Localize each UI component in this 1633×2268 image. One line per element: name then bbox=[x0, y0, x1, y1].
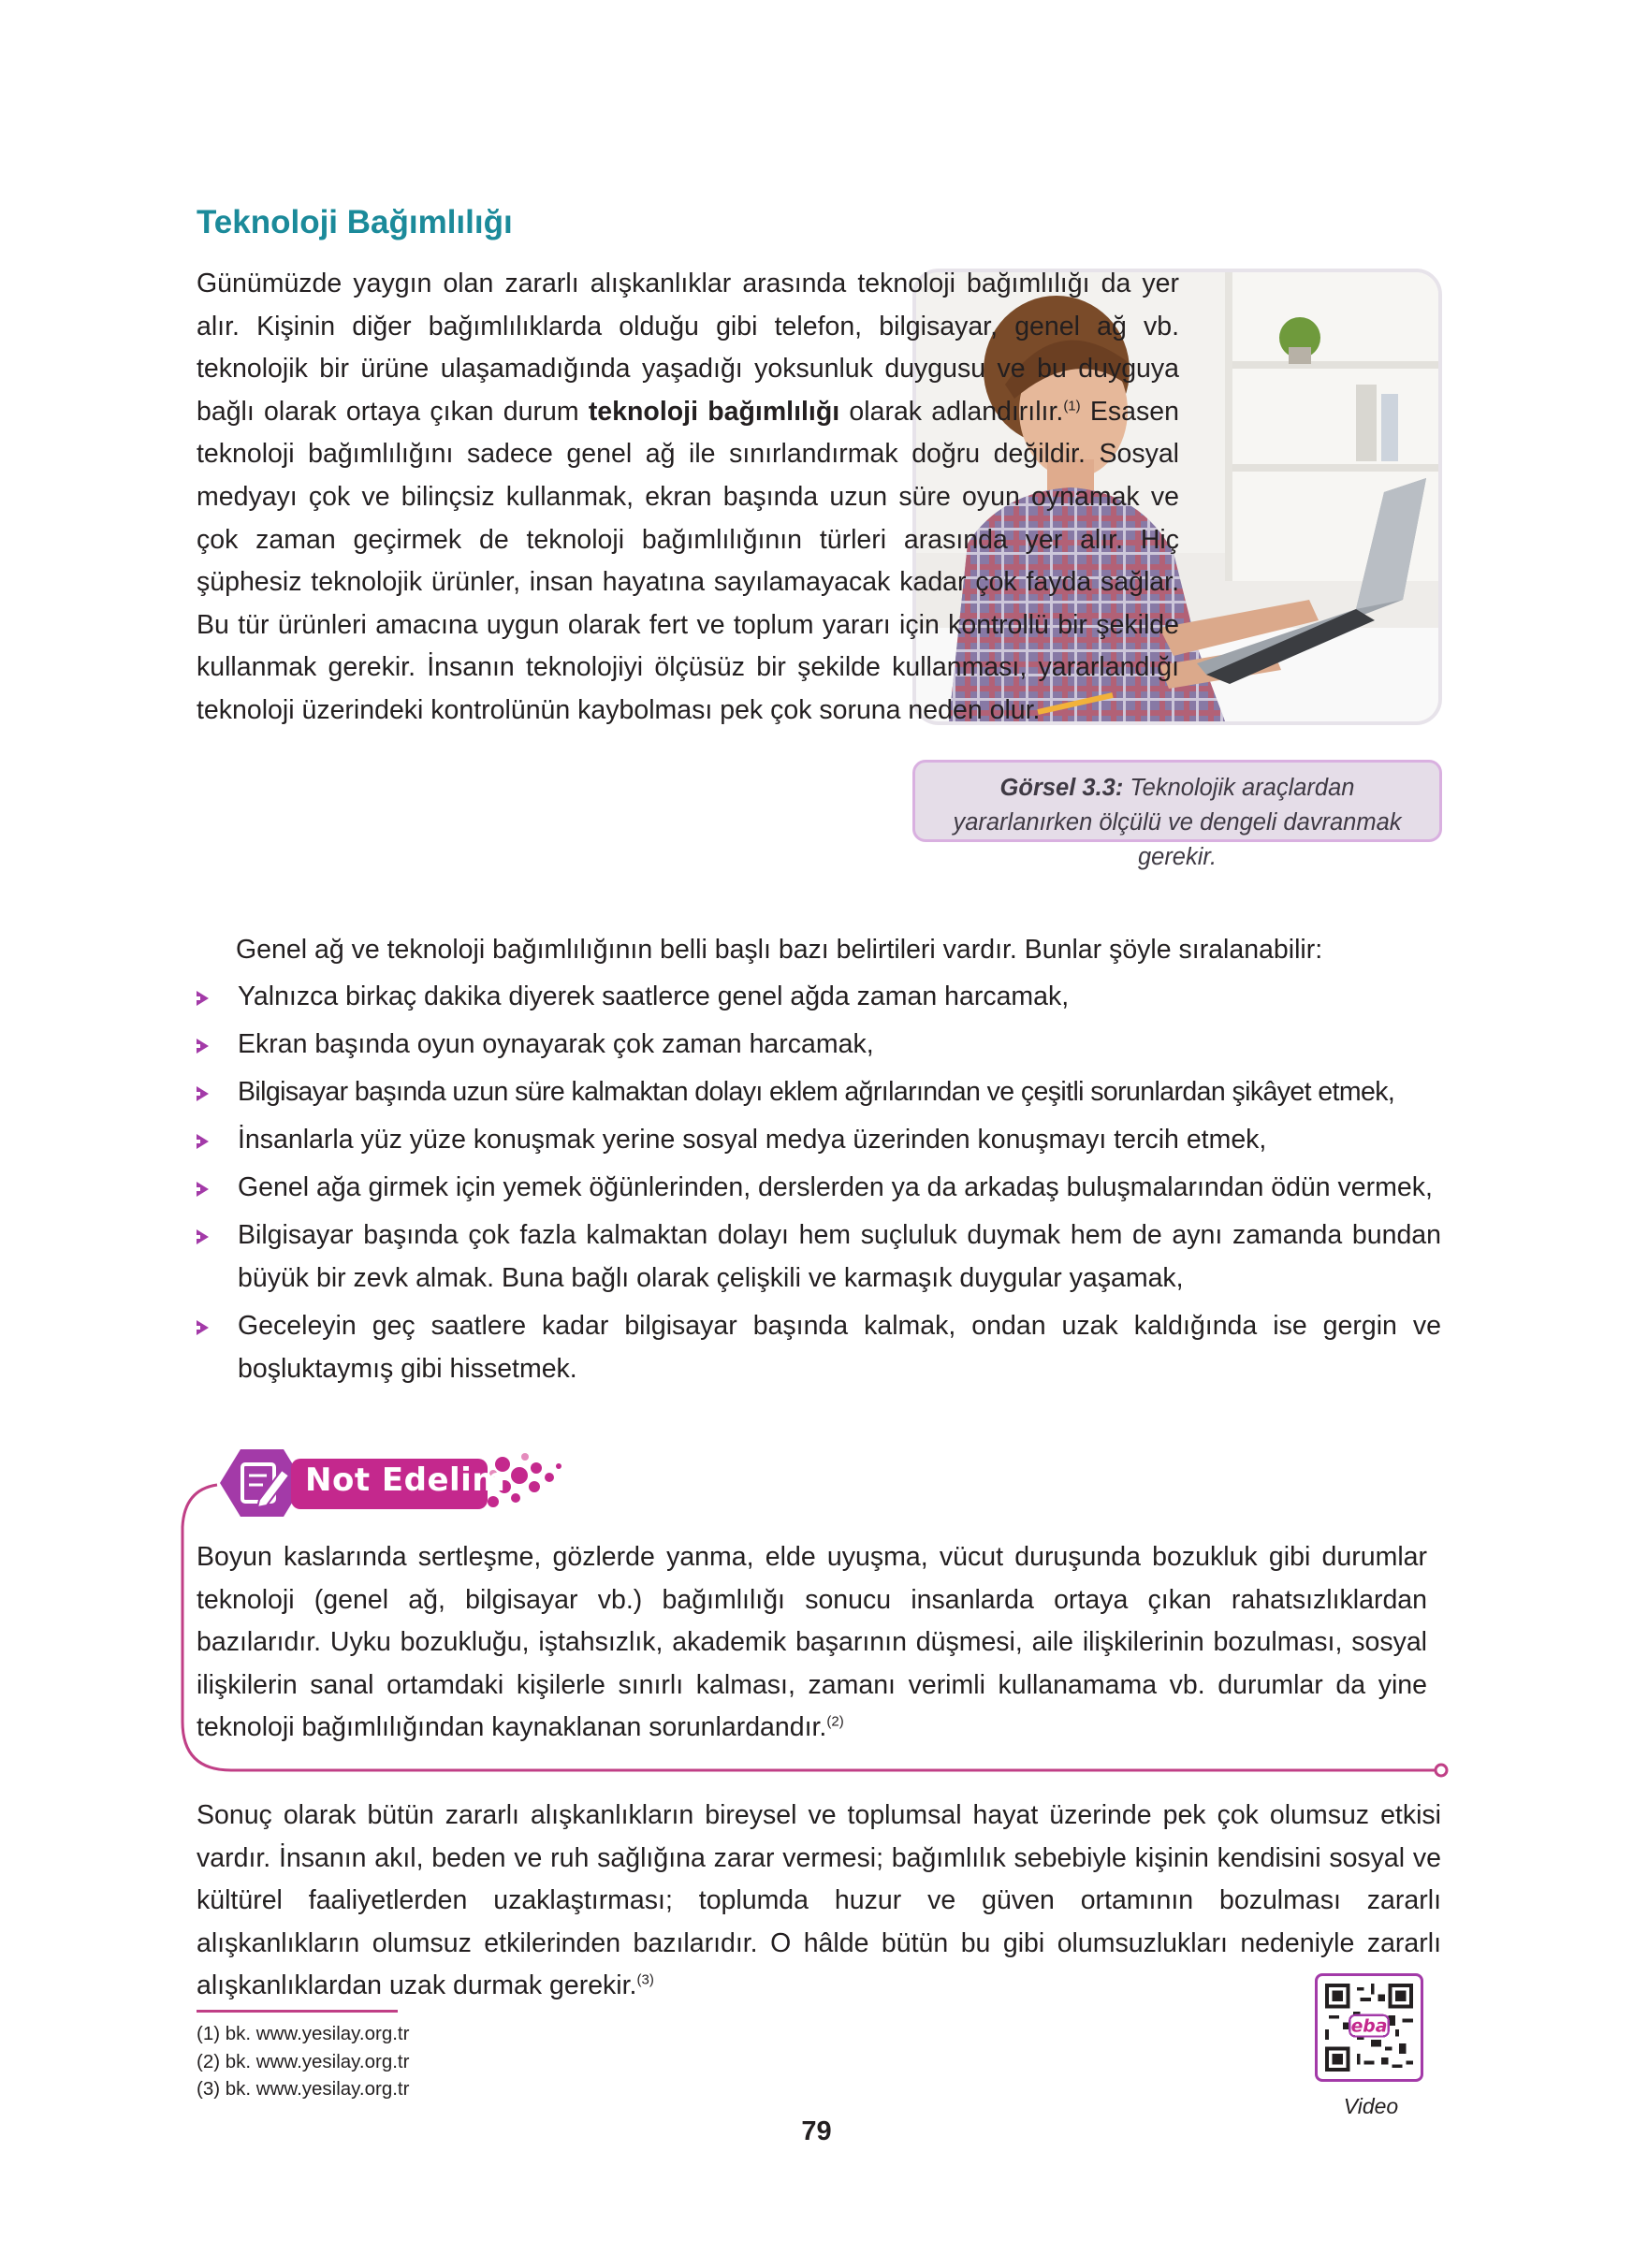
list-item bbox=[197, 1214, 1441, 1300]
footnote-divider bbox=[197, 2010, 398, 2013]
conclusion-body: Sonuç olarak bütün zararlı alışkanlıkların bireysel ve toplumsal hayat üzerinde pek çok olumsuz etkisi vardır. İnsanın akıl, beden ve ruh sağlığına zarar vermesi; bağımlılık sebebiyle kişinin kendisini sosyal ve kültürel faaliyetlerden uzaklaştırması; toplumda huzur ve güven ortamının bozulması zararlı alışkanlıkların olumsuz etkilerinden bazılarıdır. O hâlde bütün bu gibi olumsuzlukları nedeniyle zararlı alışkanlıklardan uzak durmak gerekir. bbox=[197, 1800, 1441, 2001]
qr-caption: Video bbox=[1343, 2094, 1399, 2118]
list-item bbox=[197, 976, 1441, 1019]
symptoms-list bbox=[197, 976, 1441, 1396]
bullet-arrow-icon bbox=[197, 1320, 209, 1335]
bullet-arrow-icon bbox=[197, 1134, 209, 1149]
section-title: Teknoloji Bağımlılığı bbox=[197, 204, 513, 240]
list-item bbox=[197, 1119, 1441, 1162]
footnote-ref-2: (2) bbox=[826, 1713, 844, 1730]
bullet-arrow-icon bbox=[197, 991, 209, 1006]
symptoms-lead: Genel ağ ve teknoloji bağımlılığının belli başlı bazı belirtileri vardır. Bunlar şöyle sıralanabilir: bbox=[236, 935, 1323, 965]
footnote-ref-1: (1) bbox=[1063, 398, 1081, 414]
list-item-text: Bilgisayar başında çok fazla kalmaktan dolayı hem suçluluk duymak hem de aynı zamanda bundan büyük bir zevk almak. Buna bağlı olarak çelişkili ve karmaşık duygular yaşamak, bbox=[238, 1220, 1441, 1294]
bullet-arrow-icon bbox=[197, 1086, 209, 1101]
footnote-item: (1) bk. www.yesilay.org.tr bbox=[197, 2023, 410, 2044]
note-text bbox=[197, 1536, 1427, 1750]
page-number: 79 bbox=[801, 2116, 832, 2146]
bullet-arrow-icon bbox=[197, 1229, 209, 1244]
eba-logo-text: eba bbox=[1350, 2016, 1388, 2037]
note-label: Not Edelim bbox=[305, 1461, 506, 1499]
list-item bbox=[197, 1305, 1441, 1390]
note-body: Boyun kaslarında sertleşme, gözlerde yanma, elde uyuşma, vücut duruşunda bozukluk gibi durumlar teknoloji (genel ağ, bilgisayar vb.) bağımlılığı sonucu insanlarda ortaya çıkan rahatsızlıklardan bazılarıdır. Uyku bozukluğu, iştahsızlık, akademik başarının düşmesi, aile ilişkilerinin bozulması, sosyal ilişkilerin sanal ortamdaki kişilerle sınırlı kalması, zamanı verimli kullanamama vb. durumlar da yine teknoloji bağımlılığından kaynaklanan sorunlardandır. bbox=[197, 1542, 1427, 1743]
footnote-item: (2) bk. www.yesilay.org.tr bbox=[197, 2050, 410, 2072]
caption-label: Görsel 3.3: bbox=[999, 775, 1124, 801]
footnotes bbox=[197, 2020, 409, 2103]
list-item bbox=[197, 1167, 1441, 1210]
list-item-text: Geceleyin geç saatlere kadar bilgisayar başında kalmak, ondan uzak kaldığında ise gergin ve boşluktaymış gibi hissetmek. bbox=[238, 1311, 1441, 1384]
qr-code-icon bbox=[1325, 1984, 1413, 2072]
bullet-arrow-icon bbox=[197, 1182, 209, 1197]
intro-part-1: Günümüzde yaygın olan zararlı alışkanlıklar arasında teknoloji bağımlılığı da yer alır. Kişinin diğer bağımlılıklarda olduğu gibi telefon, bilgisayar, genel ağ vb. teknolojik bir ürüne ulaşamadığında yaşadığı yoksunluk duygusu ve bu duyguya bağlı olarak ortaya çıkan durum bbox=[197, 269, 1179, 427]
term-technology-addiction: teknoloji bağımlılığı bbox=[588, 396, 840, 427]
intro-part-3: Esasen teknoloji bağımlılığını sadece genel ağ ile sınırlandırmak doğru değildir. Sosyal medyayı çok ve bilinçsiz kullanmak, ekran başında uzun süre oyun oynamak ve çok zaman geçirmek de teknoloji bağımlılığının türleri arasında yer alır. Hiç şüphesiz teknolojik ürünler, insan hayatına sayılamayacak kadar çok fayda sağlar. Bu tür ürünleri amacına uygun olarak fert ve toplum yararı için kontrollü bir şekilde kullanmak gerekir. İnsanın teknolojiyi ölçüsüz bir şekilde kullanması, yararlandığı teknoloji üzerindeki kontrolünün kaybolması pek çok soruna neden olur. bbox=[197, 396, 1179, 725]
caption-text: Teknolojik araçlardan yararlanırken ölçülü ve dengeli davranmak gerekir. bbox=[953, 775, 1402, 870]
list-item bbox=[197, 1071, 1441, 1114]
footnote-ref-3: (3) bbox=[636, 1971, 654, 1988]
list-item-text: Ekran başında oyun oynayarak çok zaman harcamak, bbox=[238, 1029, 874, 1060]
list-item-text: Genel ağa girmek için yemek öğünlerinden, derslerden ya da arkadaş buluşmalarından ödün vermek, bbox=[238, 1172, 1433, 1203]
list-item-text: Yalnızca birkaç dakika diyerek saatlerce genel ağda zaman harcamak, bbox=[238, 981, 1070, 1011]
list-item-text: İnsanlarla yüz yüze konuşmak yerine sosyal medya üzerinden konuşmayı tercih etmek, bbox=[238, 1125, 1267, 1156]
footnote-item: (3) bk. www.yesilay.org.tr bbox=[197, 2078, 410, 2100]
bullet-arrow-icon bbox=[197, 1039, 209, 1054]
conclusion-paragraph bbox=[197, 1795, 1441, 2008]
list-item bbox=[197, 1024, 1441, 1067]
intro-paragraph bbox=[197, 263, 1179, 863]
intro-part-2: olarak adlandırılır. bbox=[839, 396, 1064, 427]
qr-code[interactable] bbox=[1315, 1973, 1423, 2082]
list-item-text: Bilgisayar başında uzun süre kalmaktan dolayı eklem ağrılarından ve çeşitli sorunlardan şikâyet etmek, bbox=[238, 1077, 1395, 1108]
